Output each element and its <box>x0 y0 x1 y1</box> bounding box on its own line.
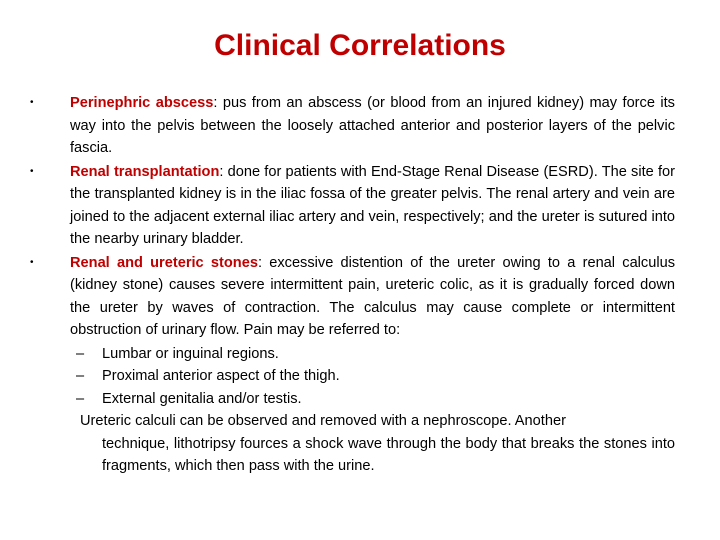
slide-body <box>30 92 675 478</box>
bullet-text: : pus from an abscess (or blood from an injured kidney) may force its way into the pelvis between the loosely attached anterior and posterior layers of the pelvic fascia. <box>70 95 675 156</box>
sub-item-genitalia <box>30 388 675 411</box>
closing-first-line: Ureteric calculi can be observed and removed with a nephroscope. Another <box>80 413 566 429</box>
dash-icon: – <box>76 345 85 362</box>
bullet-term: Perinephric abscess <box>70 95 214 111</box>
sub-item-lumbar <box>30 343 675 366</box>
bullet-text: : excessive distention of the ureter owing to a renal calculus (kidney stone) causes severe intermittent pain, ureteric colic, as it is gradually forced down the ureter by waves of contraction. The calculus may cause complete or intermittent obstruction of urinary flow. Pain may be referred to: <box>70 254 675 338</box>
closing-paragraph <box>30 410 675 478</box>
bullet-term: Renal transplantation <box>70 163 220 180</box>
slide-title: Clinical Correlations <box>214 29 506 62</box>
bullet-dot-icon: • <box>30 165 34 177</box>
bullet-renal-transplantation <box>30 161 675 251</box>
dash-icon: – <box>76 390 85 407</box>
dash-icon: – <box>76 368 85 384</box>
sub-item-text: External genitalia and/or testis. <box>102 390 302 407</box>
bullet-dot-icon: • <box>30 256 34 268</box>
bullet-dot-icon: • <box>30 97 34 108</box>
sub-item-thigh <box>30 365 675 388</box>
closing-rest: technique, lithotripsy fources a shock wave through the body that breaks the stones into fragments, which then pass with the urine. <box>102 435 675 474</box>
bullet-term: Renal and ureteric stones <box>70 254 258 271</box>
sub-item-text: Proximal anterior aspect of the thigh. <box>102 368 340 384</box>
bullet-text: : done for patients with End-Stage Renal Disease (ESRD). The site for the transplanted kidney is in the iliac fossa of the greater pelvis. The renal artery and vein are joined to the adjacent external iliac artery and vein, respectively; and the ureter is sutured into the nearby urinary bladder. <box>70 163 676 247</box>
sub-item-text: Lumbar or inguinal regions. <box>102 345 279 362</box>
bullet-perinephric-abscess <box>30 92 675 160</box>
bullet-renal-ureteric-stones <box>30 252 675 342</box>
